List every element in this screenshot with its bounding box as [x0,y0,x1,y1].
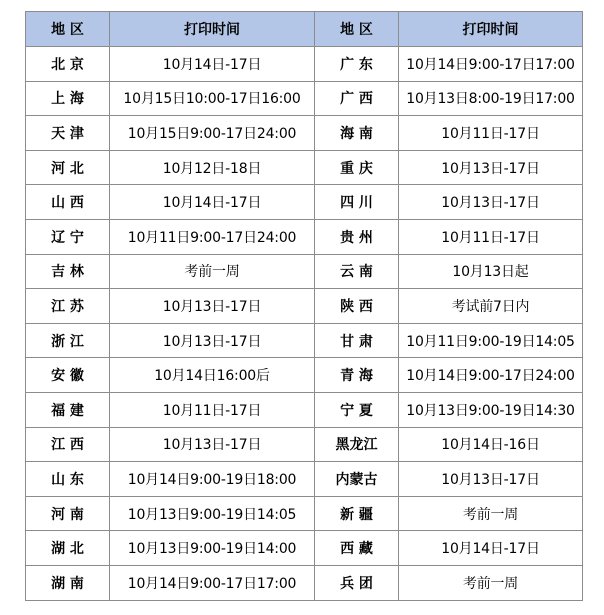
print-time-cell: 10月14日9:00-17日17:00 [399,47,583,82]
print-time-cell: 10月15日10:00-17日16:00 [110,81,315,116]
print-time-cell: 10月13日9:00-19日14:00 [110,531,315,566]
print-time-cell: 10月13日-17日 [110,289,315,324]
header-region-left: 地 区 [26,12,110,47]
region-cell: 河 南 [26,496,110,531]
table-row [26,219,583,254]
print-time-cell: 10月14日-16日 [399,427,583,462]
table-row [26,565,583,600]
region-cell: 青 海 [315,358,399,393]
region-cell: 天 津 [26,116,110,151]
table-row [26,254,583,289]
print-time-cell: 10月11日9:00-17日24:00 [110,219,315,254]
region-cell: 西 藏 [315,531,399,566]
print-time-cell: 10月11日-17日 [399,116,583,151]
region-cell: 福 建 [26,392,110,427]
print-time-cell: 考前一周 [399,565,583,600]
print-time-cell: 10月11日-17日 [399,219,583,254]
region-cell: 上 海 [26,81,110,116]
print-time-cell: 10月13日9:00-19日14:05 [110,496,315,531]
region-cell: 安 徽 [26,358,110,393]
table-row [26,323,583,358]
print-time-cell: 10月13日-17日 [399,150,583,185]
region-cell: 江 苏 [26,289,110,324]
print-time-cell: 10月13日起 [399,254,583,289]
print-time-cell: 10月14日-17日 [110,185,315,220]
table-row [26,462,583,497]
table-row [26,150,583,185]
region-cell: 广 东 [315,47,399,82]
print-time-cell: 10月13日-17日 [110,323,315,358]
region-cell: 宁 夏 [315,392,399,427]
region-cell: 北 京 [26,47,110,82]
print-time-cell: 10月13日-17日 [110,427,315,462]
region-cell: 辽 宁 [26,219,110,254]
table-row [26,392,583,427]
region-cell: 四 川 [315,185,399,220]
print-time-cell: 10月14日9:00-17日17:00 [110,565,315,600]
print-schedule-table-container [25,11,582,601]
table-row [26,289,583,324]
print-schedule-table [25,11,583,601]
region-cell: 山 西 [26,185,110,220]
region-cell: 兵 团 [315,565,399,600]
table-row [26,496,583,531]
print-time-cell: 考试前7日内 [399,289,583,324]
print-time-cell: 10月11日-17日 [110,392,315,427]
region-cell: 湖 南 [26,565,110,600]
region-cell: 吉 林 [26,254,110,289]
region-cell: 广 西 [315,81,399,116]
table-row [26,116,583,151]
region-cell: 贵 州 [315,219,399,254]
table-row [26,81,583,116]
region-cell: 陕 西 [315,289,399,324]
header-print-time-left: 打印时间 [110,12,315,47]
region-cell: 湖 北 [26,531,110,566]
print-time-cell: 10月12日-18日 [110,150,315,185]
table-row [26,427,583,462]
region-cell: 山 东 [26,462,110,497]
region-cell: 甘 肃 [315,323,399,358]
table-row [26,531,583,566]
print-time-cell: 考前一周 [110,254,315,289]
region-cell: 海 南 [315,116,399,151]
header-print-time-right: 打印时间 [399,12,583,47]
table-row [26,185,583,220]
region-cell: 黑龙江 [315,427,399,462]
region-cell: 云 南 [315,254,399,289]
region-cell: 重 庆 [315,150,399,185]
print-time-cell: 10月14日-17日 [110,47,315,82]
print-time-cell: 10月15日9:00-17日24:00 [110,116,315,151]
print-time-cell: 10月14日-17日 [399,531,583,566]
print-time-cell: 10月13日8:00-19日17:00 [399,81,583,116]
table-row [26,358,583,393]
region-cell: 内蒙古 [315,462,399,497]
region-cell: 江 西 [26,427,110,462]
print-time-cell: 10月14日9:00-19日18:00 [110,462,315,497]
region-cell: 浙 江 [26,323,110,358]
print-time-cell: 10月13日-17日 [399,462,583,497]
print-time-cell: 考前一周 [399,496,583,531]
print-time-cell: 10月14日9:00-17日24:00 [399,358,583,393]
header-region-right: 地 区 [315,12,399,47]
table-header-row [26,12,583,47]
print-time-cell: 10月13日-17日 [399,185,583,220]
region-cell: 新 疆 [315,496,399,531]
region-cell: 河 北 [26,150,110,185]
table-row [26,47,583,82]
print-time-cell: 10月11日9:00-19日14:05 [399,323,583,358]
print-time-cell: 10月14日16:00后 [110,358,315,393]
print-time-cell: 10月13日9:00-19日14:30 [399,392,583,427]
